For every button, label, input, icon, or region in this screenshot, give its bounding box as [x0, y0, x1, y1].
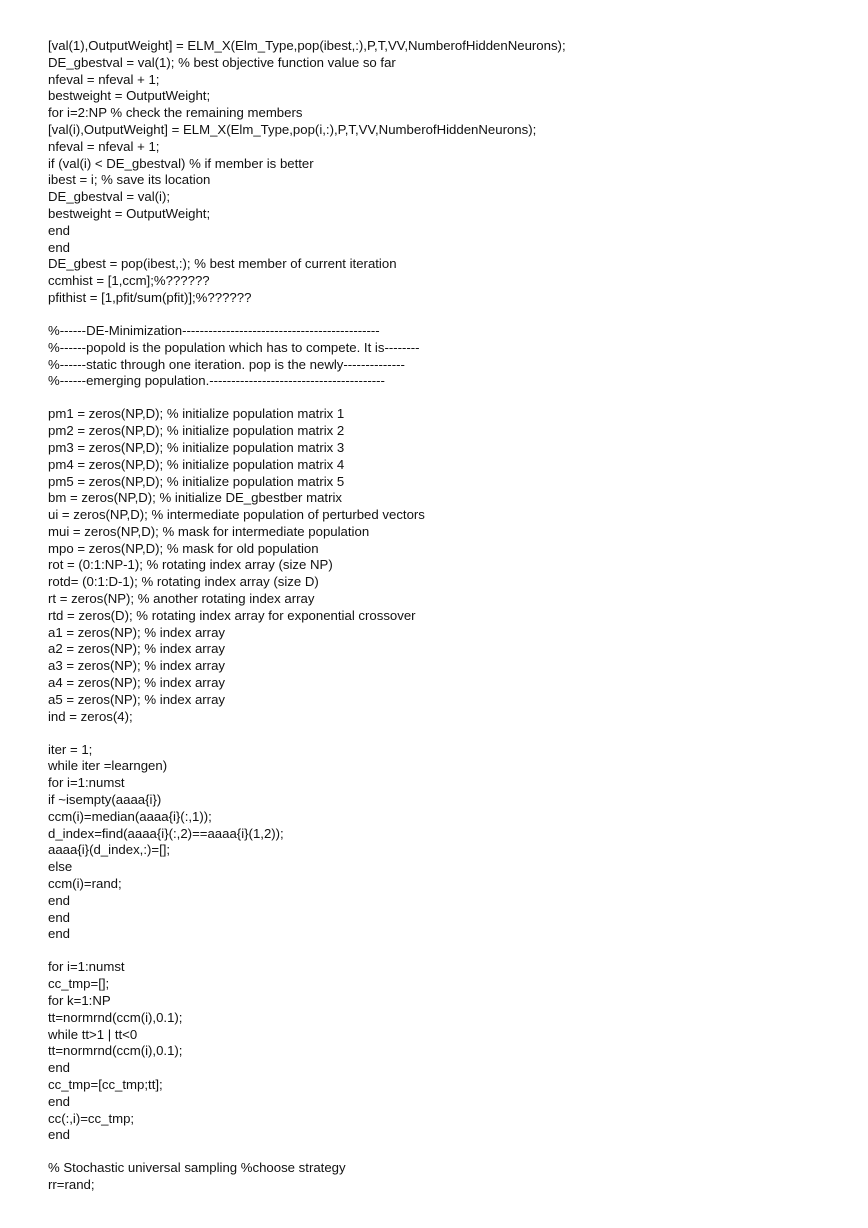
code-line: pm5 = zeros(NP,D); % initialize population matrix 5: [48, 473, 345, 489]
code-line: cc_tmp=[cc_tmp;tt];: [48, 1076, 163, 1092]
code-block: [48, 959, 848, 1144]
code-line: pm3 = zeros(NP,D); % initialize population matrix 3: [48, 439, 345, 455]
code-line: a5 = zeros(NP); % index array: [48, 691, 226, 707]
code-line: cc_tmp=[];: [48, 976, 110, 992]
code-line: if (val(i) < DE_gbestval) % if member is better: [48, 155, 314, 171]
code-line: rr=rand;: [48, 1177, 95, 1193]
code-line: mui = zeros(NP,D); % mask for intermediate population: [48, 523, 370, 539]
code-line: DE_gbestval = val(i);: [48, 189, 171, 205]
code-line: while iter =learngen): [48, 758, 168, 774]
code-line: % Stochastic universal sampling %choose strategy: [48, 1160, 346, 1176]
code-line: for i=2:NP % check the remaining members: [48, 105, 303, 121]
code-line: end: [48, 1093, 71, 1109]
code-line: for i=1:numst: [48, 959, 125, 975]
code-line: %------static through one iteration. pop is the newly--------------: [48, 356, 405, 372]
code-line: a3 = zeros(NP); % index array: [48, 658, 226, 674]
code-line: end: [48, 926, 71, 942]
code-line: rot = (0:1:NP-1); % rotating index array (size NP): [48, 557, 333, 573]
code-line: tt=normrnd(ccm(i),0.1);: [48, 1043, 183, 1059]
code-line: rtd = zeros(D); % rotating index array for exponential crossover: [48, 607, 416, 623]
code-line: nfeval = nfeval + 1;: [48, 71, 160, 87]
code-block: [48, 406, 848, 725]
code-line: ui = zeros(NP,D); % intermediate population of perturbed vectors: [48, 507, 425, 523]
code-line: pm2 = zeros(NP,D); % initialize population matrix 2: [48, 423, 345, 439]
code-block: [48, 742, 848, 944]
code-line: end: [48, 892, 71, 908]
code-line: DE_gbestval = val(1); % best objective function value so far: [48, 54, 396, 70]
code-line: a1 = zeros(NP); % index array: [48, 624, 226, 640]
code-line: [val(1),OutputWeight] = ELM_X(Elm_Type,pop(ibest,:),P,T,VV,NumberofHiddenNeurons);: [48, 38, 566, 53]
code-line: end: [48, 1127, 71, 1143]
code-line: ccm(i)=median(aaaa{i}(:,1));: [48, 808, 212, 824]
code-block: [48, 38, 848, 307]
code-block: [48, 323, 848, 390]
code-block: [48, 1160, 848, 1194]
code-line: end: [48, 1060, 71, 1076]
code-line: bestweight = OutputWeight;: [48, 88, 211, 104]
code-line: end: [48, 239, 71, 255]
code-line: pfithist = [1,pfit/sum(pfit)];%??????: [48, 289, 252, 305]
code-line: bestweight = OutputWeight;: [48, 205, 211, 221]
code-line: ccmhist = [1,ccm];%??????: [48, 273, 210, 289]
code-line: [val(i),OutputWeight] = ELM_X(Elm_Type,pop(i,:),P,T,VV,NumberofHiddenNeurons);: [48, 121, 537, 137]
code-line: ind = zeros(4);: [48, 708, 133, 724]
code-line: tt=normrnd(ccm(i),0.1);: [48, 1009, 183, 1025]
code-line: pm4 = zeros(NP,D); % initialize population matrix 4: [48, 456, 345, 472]
code-line: ccm(i)=rand;: [48, 876, 122, 892]
code-line: bm = zeros(NP,D); % initialize DE_gbestber matrix: [48, 490, 343, 506]
code-line: end: [48, 222, 71, 238]
code-line: else: [48, 859, 73, 875]
code-line: a2 = zeros(NP); % index array: [48, 641, 226, 657]
code-line: DE_gbest = pop(ibest,:); % best member of current iteration: [48, 256, 397, 272]
code-line: iter = 1;: [48, 741, 93, 757]
code-line: mpo = zeros(NP,D); % mask for old population: [48, 540, 319, 556]
code-line: rt = zeros(NP); % another rotating index array: [48, 591, 315, 607]
code-line: rotd= (0:1:D-1); % rotating index array (size D): [48, 574, 319, 590]
code-line: %------emerging population.----------------------------------------: [48, 373, 385, 389]
code-line: d_index=find(aaaa{i}(:,2)==aaaa{i}(1,2));: [48, 825, 284, 841]
code-line: while tt>1 | tt<0: [48, 1026, 138, 1042]
code-line: a4 = zeros(NP); % index array: [48, 675, 226, 691]
code-line: cc(:,i)=cc_tmp;: [48, 1110, 135, 1126]
code-line: %------popold is the population which has to compete. It is--------: [48, 339, 420, 355]
code-line: ibest = i; % save its location: [48, 172, 211, 188]
code-line: nfeval = nfeval + 1;: [48, 138, 160, 154]
code-line: if ~isempty(aaaa{i}): [48, 792, 162, 808]
code-line: for k=1:NP: [48, 992, 111, 1008]
code-line: for i=1:numst: [48, 775, 125, 791]
code-line: aaaa{i}(d_index,:)=[];: [48, 842, 171, 858]
document-page: [48, 38, 848, 1194]
code-line: %------DE-Minimization---------------------------------------------: [48, 322, 380, 338]
code-line: pm1 = zeros(NP,D); % initialize population matrix 1: [48, 406, 345, 422]
code-line: end: [48, 909, 71, 925]
